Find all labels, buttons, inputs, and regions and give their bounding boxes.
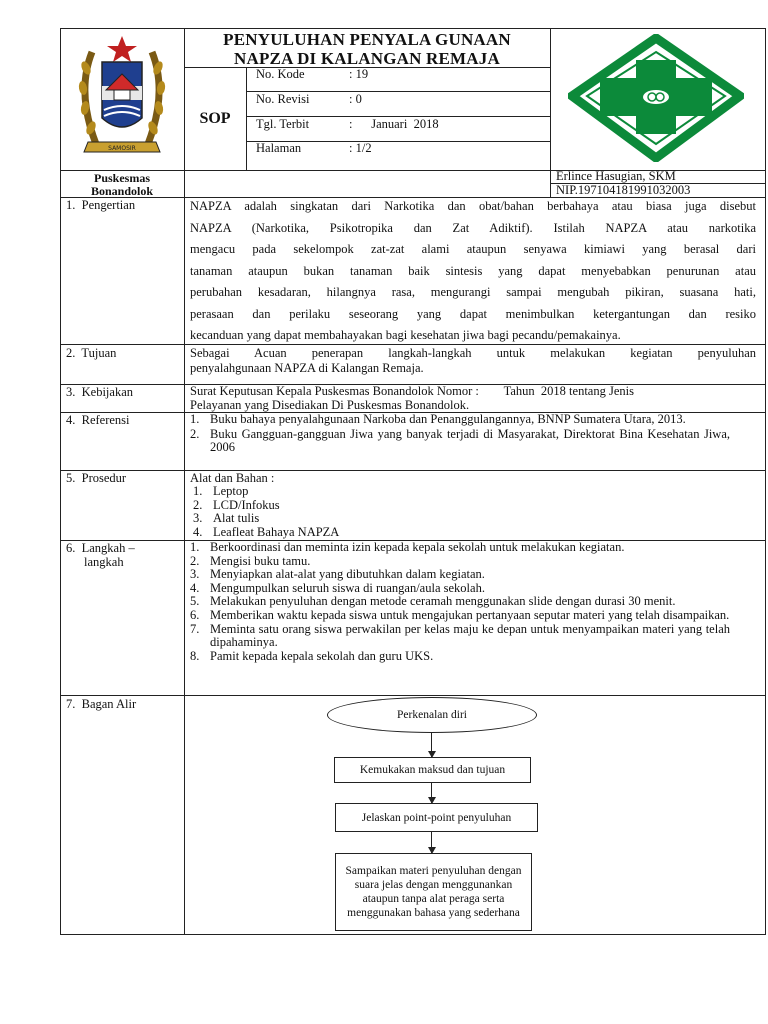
samosir-regency-emblem — [74, 32, 170, 164]
list-item: 2. Mengisi buku tamu. — [190, 553, 311, 568]
signer-name: Erlince Hasugian, SKM — [556, 169, 676, 183]
list-item: 4. Mengumpulkan seluruh siswa di ruangan/aula sekolah. — [190, 580, 485, 595]
pengertian-line: perasaan dan perilaku seseorang yang dapat menimbulkan ketergantungan dan resiko — [190, 306, 756, 321]
list-item: 8. Pamit kepada kepala sekolah dan guru UKS. — [190, 648, 434, 663]
field-no-revisi-value: : 0 — [349, 92, 362, 106]
langkah-list — [190, 541, 730, 663]
tujuan-line-1: Sebagai Acuan penerapan langkah-langkah untuk melakukan kegiatan penyuluhan — [190, 346, 756, 360]
kebijakan-text — [190, 385, 756, 412]
list-item: 2. Buku Gangguan-gangguan Jiwa yang banyak terjadi di Masyarakat, Direktorat Bina Kesehatan Jiwa, 2006 — [190, 426, 730, 455]
pengertian-line: NAPZA adalah singkatan dari Narkotika dan obat/bahan berbahaya atau biasa juga disebut — [190, 199, 756, 213]
section-label-kebijakan: 3. Kebijakan — [66, 385, 133, 399]
list-item: 2. LCD/Infokus — [193, 497, 280, 512]
field-no-kode-label: No. Kode — [256, 67, 305, 81]
section-label-prosedur: 5. Prosedur — [66, 471, 127, 485]
referensi-list — [190, 413, 730, 455]
kebijakan-line-2: Pelayanan yang Disediakan Di Puskesmas Bonandolok. — [190, 397, 470, 412]
section-label-tujuan: 2. Tujuan — [66, 346, 117, 360]
org-name-line-1: Puskesmas — [93, 171, 150, 185]
pengertian-line: perubahan kesadaran, hilangnya rasa, mengurangi sampai mengubah pikiran, suasana hati, — [190, 285, 756, 299]
pengertian-line: NAPZA (Narkotika, Psikotropika dan Zat Adiktif). Istilah NAPZA atau narkotika — [190, 220, 756, 235]
pengertian-text — [190, 196, 756, 347]
flow-start-oval — [327, 697, 537, 733]
prosedur-list — [193, 485, 493, 539]
signer-nip: NIP.197104181991032003 — [556, 183, 691, 197]
list-item: 4. Leafleat Bahaya NAPZA — [193, 524, 340, 539]
tujuan-text — [190, 346, 756, 376]
kebijakan-line-1: Surat Keputusan Kepala Puskesmas Bonandolok Nomor : Tahun 2018 tentang Jenis — [190, 384, 634, 398]
flow-step-1: Kemukakan maksud dan tujuan — [334, 757, 531, 783]
prosedur-intro: Alat dan Bahan : — [190, 471, 275, 485]
field-halaman-label: Halaman — [256, 141, 302, 155]
list-item: 1. Leptop — [193, 484, 249, 498]
section-label-bagan-alir: 7. Bagan Alir — [66, 697, 137, 711]
title-line-2: NAPZA DI KALANGAN REMAJA — [234, 49, 500, 68]
list-item: 6. Memberikan waktu kepada siswa untuk mengajukan pertanyaan seputar materi yang telah disampaikan. — [190, 607, 730, 622]
list-item: 7. Meminta satu orang siswa perwakilan per kelas maju ke depan untuk menyampaikan materi yang telah dipahaminya. — [190, 621, 730, 650]
list-item: 3. Alat tulis — [193, 511, 260, 526]
sop-label: SOP — [199, 110, 231, 127]
pengertian-line: tanaman ataupun bukan tanaman baik sintesis yang dapat menyebabkan penurunan atau — [190, 263, 756, 278]
field-no-kode-value: : 19 — [349, 67, 369, 81]
puskesmas-logo — [568, 34, 744, 162]
list-item: 1. Berkoordinasi dan meminta izin kepada kepala sekolah untuk melakukan kegiatan. — [190, 540, 625, 554]
field-no-revisi-label: No. Revisi — [256, 92, 310, 106]
section-label-pengertian: 1. Pengertian — [66, 198, 136, 212]
list-item: 1. Buku bahaya penyalahgunaan Narkoba dan Penanggulangannya, BNNP Sumatera Utara, 2013. — [190, 412, 686, 426]
pengertian-line: mengacu pada sekelompok zat-zat alami ataupun senyawa kimiawi yang berasal dari — [190, 242, 756, 256]
flow-step-3: Sampaikan materi penyuluhan dengan suara jelas dengan menggunankan ataupun tanpa alat peraga serta menggunakan bahasa yang sederhana — [335, 853, 532, 931]
tujuan-line-2: penyalahgunaan NAPZA di Kalangan Remaja. — [190, 361, 424, 375]
field-tgl-terbit-label: Tgl. Terbit — [256, 117, 310, 131]
title-line-1: PENYULUHAN PENYALA GUNAAN — [223, 30, 511, 49]
list-item: 3. Menyiapkan alat-alat yang dibutuhkan dalam kegiatan. — [190, 567, 485, 582]
svg-text:SAMOSIR: SAMOSIR — [108, 145, 136, 152]
flow-arrow — [431, 732, 432, 757]
flow-arrow — [431, 831, 432, 853]
document-title — [186, 30, 548, 68]
pengertian-line: kecanduan yang dapat membahayakan bagi kesehatan jiwa bagi pecandu/pemakainya. — [190, 328, 621, 342]
org-name-line-2: Bonandolok — [90, 184, 154, 198]
section-label-referensi: 4. Referensi — [66, 413, 130, 427]
field-halaman-value: : 1/2 — [349, 141, 372, 155]
field-tgl-terbit-value: : Januari 2018 — [349, 117, 439, 131]
flow-arrow — [431, 782, 432, 803]
list-item: 5. Melakukan penyuluhan dengan metode ceramah menggunakan slide dengan durasi 30 menit. — [190, 594, 676, 609]
flow-step-2: Jelaskan point-point penyuluhan — [335, 803, 538, 832]
section-label-langkah-2: langkah — [84, 555, 124, 569]
flow-start-label: Perkenalan diri — [397, 709, 467, 721]
section-label-langkah: 6. Langkah – — [66, 541, 135, 555]
